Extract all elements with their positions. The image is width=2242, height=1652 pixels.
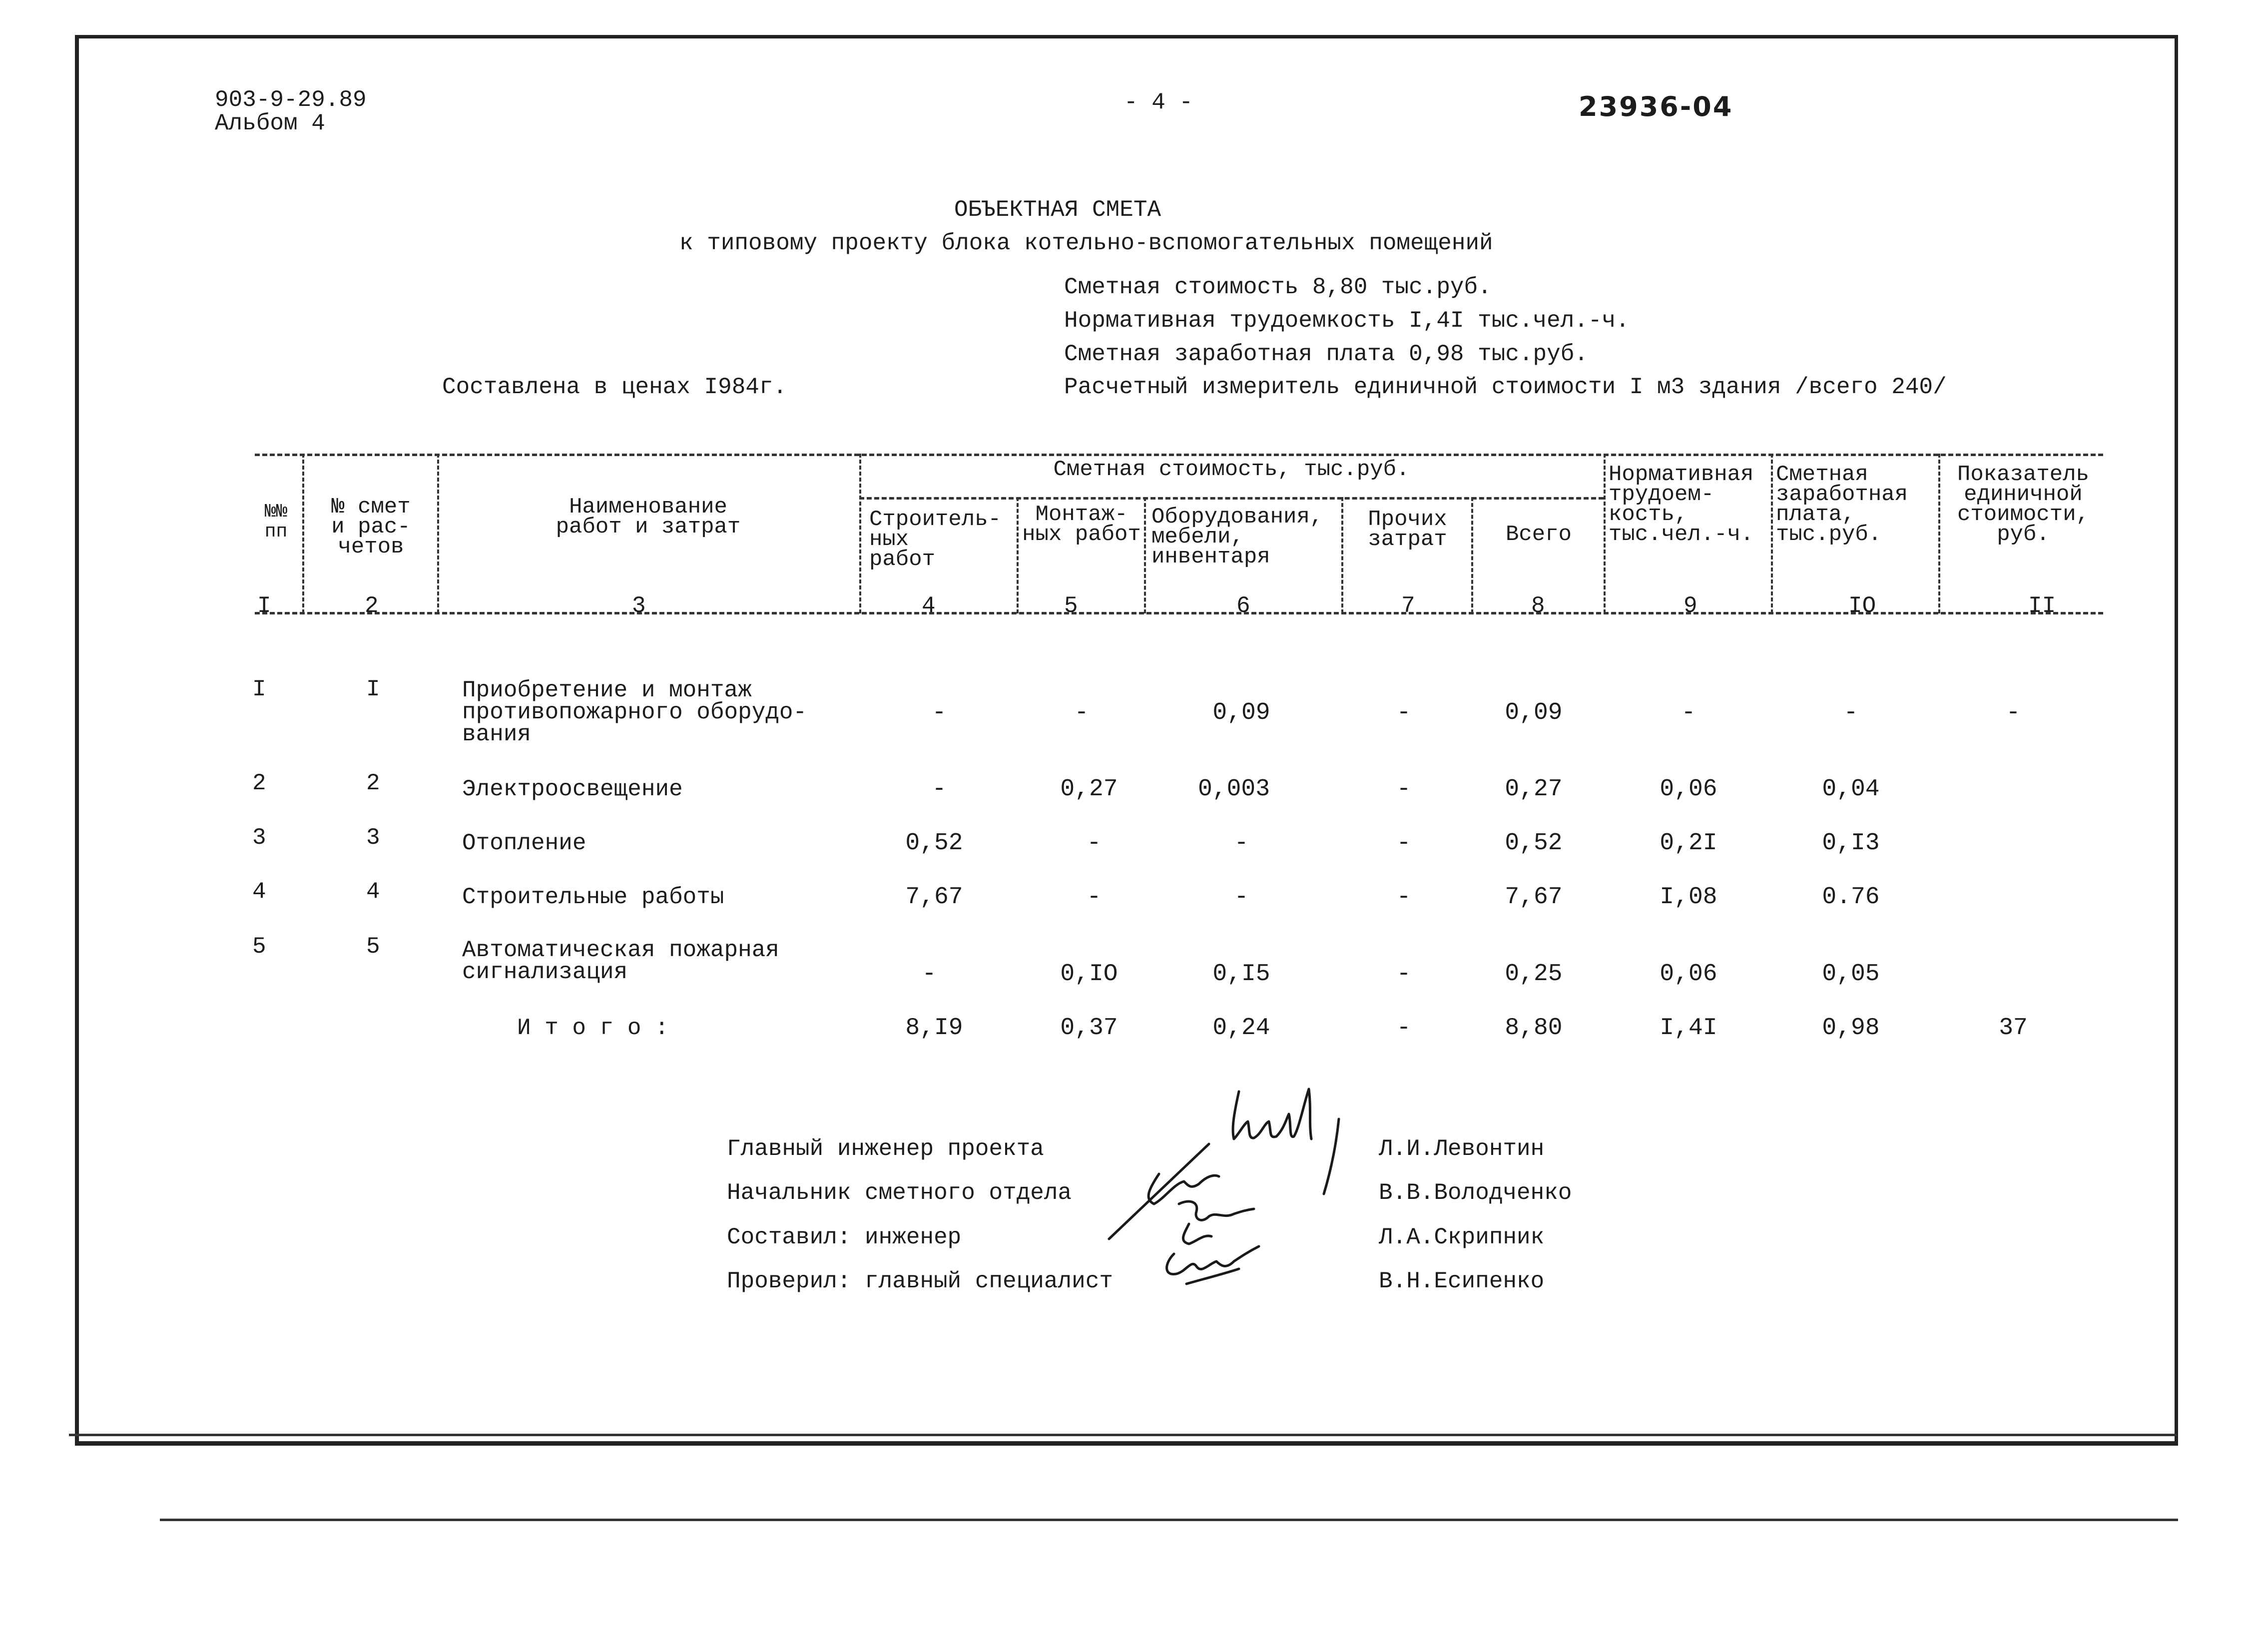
col-number: 4 [922, 593, 936, 619]
row-labor: I,08 [1660, 884, 1717, 911]
header-n: №№ пп [264, 501, 288, 543]
prices-note: Составлена в ценах I984г. [442, 374, 787, 400]
row-mount: - [1074, 699, 1089, 726]
handwritten-signatures-image [1089, 1074, 1379, 1324]
row-build: 7,67 [905, 884, 963, 911]
row-mount: - [1087, 830, 1102, 857]
row-other: - [1396, 884, 1411, 911]
header-wages: Сметная заработная плата, тыс.руб. [1776, 462, 1908, 547]
col-number: IO [1848, 593, 1876, 619]
col-number: 5 [1064, 593, 1078, 619]
signer-role: Проверил: главный специалист [727, 1268, 1113, 1294]
row-labor: 0,06 [1660, 776, 1717, 803]
col-divider [1144, 497, 1146, 613]
col-number: 6 [1236, 593, 1250, 619]
total-label: И т о г о : [517, 1015, 669, 1041]
total-total: 8,80 [1505, 1015, 1563, 1042]
row-name: Отопление [462, 830, 586, 856]
row-total: 0,09 [1505, 699, 1563, 726]
row-build: - [932, 776, 947, 803]
row-wages: 0,I3 [1822, 830, 1880, 857]
total-other: - [1396, 1015, 1411, 1042]
document-title: ОБЪЕКТНАЯ СМЕТА [954, 197, 1161, 223]
col-number: 8 [1531, 593, 1545, 619]
document-subtitle: к типовому проекту блока котельно-вспомогательных помещений [679, 230, 1493, 256]
row-wages: 0,05 [1822, 961, 1880, 988]
row-labor: 0,06 [1660, 961, 1717, 988]
summary-cost: Сметная стоимость 8,80 тыс.руб. [1064, 274, 1492, 300]
summary-labor: Нормативная трудоемкость I,4I тыс.чел.-ч. [1064, 308, 1630, 334]
doc-code: 903-9-29.89 [215, 87, 367, 113]
row-other: - [1396, 699, 1411, 726]
row-name: Приобретение и монтаж противопожарного оборудо- вания [462, 677, 807, 747]
row-labor: - [1681, 699, 1696, 726]
total-wages: 0,98 [1822, 1015, 1880, 1042]
summary-unit-meter: Расчетный измеритель единичной стоимости I м3 здания /всего 240/ [1064, 374, 1947, 400]
header-smeta: № смет и рас- четов [331, 495, 411, 559]
table-top-rule [255, 454, 2103, 456]
header-equip: Оборудования, мебели, инвентаря [1151, 505, 1323, 569]
inventory-number: 23936-04 [1579, 91, 1733, 122]
col-divider [1938, 454, 1940, 613]
row-name: Электроосвещение [462, 776, 683, 802]
col-divider [1017, 497, 1019, 613]
col-number: 7 [1401, 593, 1415, 619]
header-norm-labor: Нормативная трудоем- кость, тыс.чел.-ч. [1609, 462, 1754, 547]
total-labor: I,4I [1660, 1015, 1717, 1042]
frame-base-line [69, 1434, 2177, 1436]
col-number: II [2028, 593, 2056, 619]
row-mount: - [1087, 884, 1102, 911]
row-build: - [922, 961, 937, 988]
row-total: 0,52 [1505, 830, 1563, 857]
row-equip: - [1234, 830, 1249, 857]
header-cost-group: Сметная стоимость, тыс.руб. [1053, 457, 1410, 482]
row-n: 5 [252, 934, 266, 960]
row-n: 2 [252, 770, 266, 796]
row-equip: 0,003 [1197, 776, 1270, 803]
row-build: - [932, 699, 947, 726]
row-equip: 0,09 [1212, 699, 1270, 726]
row-n: I [252, 676, 266, 702]
total-indicator: 37 [1999, 1015, 2028, 1042]
col-divider [859, 454, 861, 613]
row-build: 0,52 [905, 830, 963, 857]
header-name: Наименование работ и затрат [556, 495, 741, 540]
row-smeta: 2 [366, 770, 380, 796]
row-indicator: - [2006, 699, 2021, 726]
page-number: - 4 - [1124, 89, 1193, 115]
total-mount: 0,37 [1060, 1015, 1118, 1042]
col-number: 9 [1683, 593, 1697, 619]
signer-role: Начальник сметного отдела [727, 1180, 1072, 1206]
row-total: 0,27 [1505, 776, 1563, 803]
row-equip: 0,I5 [1212, 961, 1270, 988]
col-number: I [257, 593, 271, 619]
signer-name: Л.И.Левонтин [1379, 1136, 1545, 1162]
row-n: 4 [252, 879, 266, 905]
row-other: - [1396, 830, 1411, 857]
signer-name: Л.А.Скрипник [1379, 1224, 1545, 1250]
header-other: Прочих затрат [1368, 507, 1447, 552]
total-build: 8,I9 [905, 1015, 963, 1042]
header-build: Строитель- ных работ [869, 507, 1002, 572]
total-equip: 0,24 [1212, 1015, 1270, 1042]
signer-role: Главный инженер проекта [727, 1136, 1044, 1162]
column-number-rule [255, 612, 2103, 614]
row-wages: 0,04 [1822, 776, 1880, 803]
header-total: Всего [1505, 522, 1572, 547]
col-divider [437, 454, 439, 613]
row-mount: 0,IO [1060, 961, 1118, 988]
row-smeta: 5 [366, 934, 380, 960]
header-indicator: Показатель единичной стоимости, руб. [1957, 462, 2090, 547]
row-wages: - [1843, 699, 1858, 726]
row-smeta: 4 [366, 879, 380, 905]
row-total: 7,67 [1505, 884, 1563, 911]
row-mount: 0,27 [1060, 776, 1118, 803]
signer-name: В.Н.Есипенко [1379, 1268, 1545, 1294]
row-n: 3 [252, 825, 266, 851]
row-labor: 0,2I [1660, 830, 1717, 857]
row-equip: - [1234, 884, 1249, 911]
summary-wages: Сметная заработная плата 0,98 тыс.руб. [1064, 341, 1588, 367]
row-other: - [1396, 776, 1411, 803]
col-number: 2 [365, 593, 379, 619]
row-smeta: I [366, 676, 380, 702]
col-divider [302, 454, 304, 613]
row-wages: 0.76 [1822, 884, 1880, 911]
signer-role: Составил: инженер [727, 1224, 962, 1250]
signer-name: В.В.Володченко [1379, 1180, 1572, 1206]
bottom-rule [160, 1519, 2178, 1521]
row-smeta: 3 [366, 825, 380, 851]
album-label: Альбом 4 [215, 110, 325, 136]
col-divider [1604, 454, 1606, 613]
col-divider [1471, 497, 1473, 613]
header-mount: Монтаж- ных работ [1022, 502, 1141, 547]
row-name: Строительные работы [462, 884, 724, 910]
row-other: - [1396, 961, 1411, 988]
group-header-rule [859, 497, 1604, 500]
row-name: Автоматическая пожарная сигнализация [462, 937, 779, 985]
row-total: 0,25 [1505, 961, 1563, 988]
col-number: 3 [632, 593, 646, 619]
